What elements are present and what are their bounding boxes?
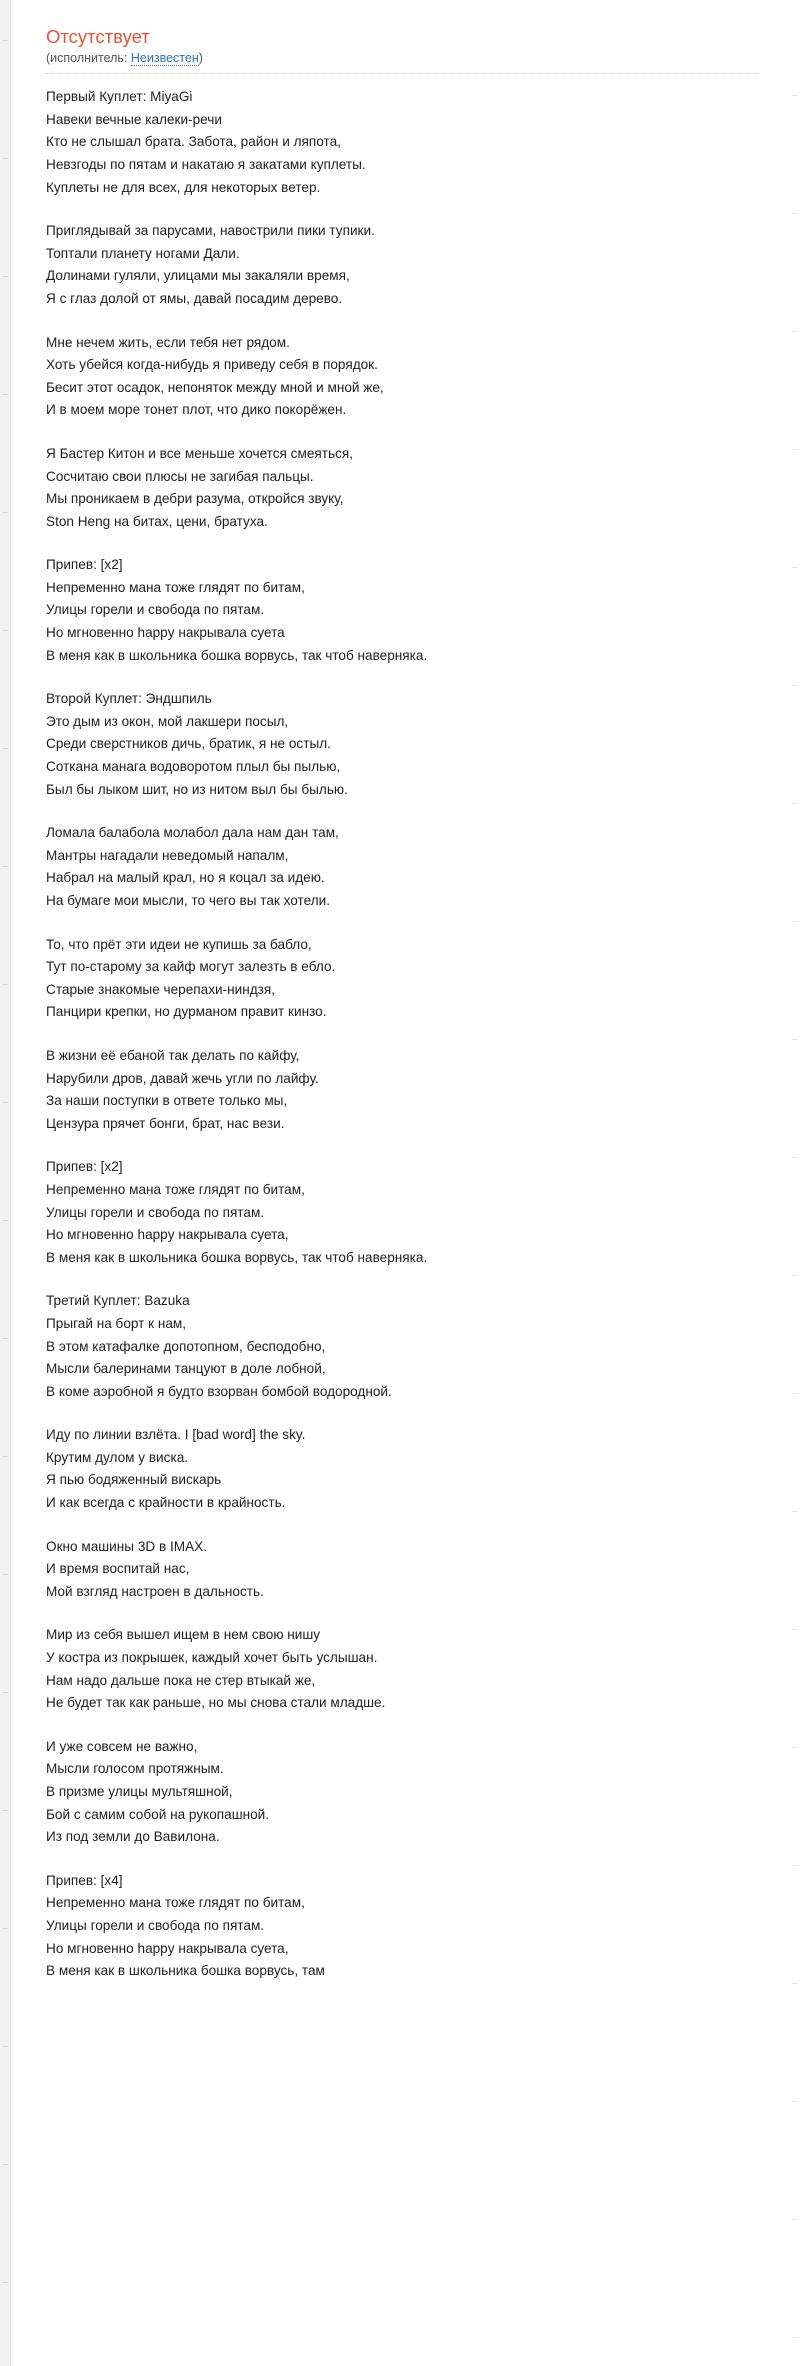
artist-line xyxy=(46,51,760,65)
lyrics-line: Прыгай на борт к нам, xyxy=(46,1315,187,1331)
rail-tick xyxy=(792,1393,797,1394)
lyrics-line: Бой с самим собой на рукопашной. xyxy=(46,1806,270,1822)
lyrics-line: Мой взгляд настроен в дальность. xyxy=(46,1583,264,1599)
lyrics-line: Я Бастер Китон и все меньше хочется смеяться, xyxy=(46,445,353,461)
lyrics-line: Окно машины 3D в IMAX. xyxy=(46,1538,207,1554)
rail-tick xyxy=(2,1928,8,1929)
lyrics-line: Был бы лыком шит, но из нитом выл бы былью. xyxy=(46,781,348,797)
rail-tick xyxy=(2,984,8,985)
rail-tick xyxy=(792,2101,797,2102)
rail-tick xyxy=(792,1157,797,1158)
rail-tick xyxy=(792,567,797,568)
lyrics-line: На бумаге мои мысли, то чего вы так хотели. xyxy=(46,893,331,908)
lyrics-line: Нарубили дров, давай жечь угли по лайфу. xyxy=(46,1070,319,1086)
lyrics-line: В меня как в школьника бошка ворвусь, там xyxy=(46,1963,325,1979)
rail-tick xyxy=(2,40,8,41)
rail-tick xyxy=(792,685,797,686)
lyrics-stanza xyxy=(46,934,760,1024)
lyrics-line: Приглядывай за парусами, навострили пики тупики. xyxy=(46,223,375,239)
lyrics-line: Старые знакомые черепахи-ниндзя, xyxy=(46,981,276,997)
rail-tick xyxy=(2,276,8,277)
rail-tick xyxy=(2,1102,8,1103)
lyrics-line: Соткана манага водоворотом плыл бы пылью, xyxy=(46,759,341,775)
lyrics-line: Тут по-старому за кайф могут залезть в ебло. xyxy=(46,959,336,975)
lyrics-line: Непременно мана тоже глядят по битам, xyxy=(46,579,305,595)
rail-tick xyxy=(2,2046,8,2047)
lyrics-line: Мне нечем жить, если тебя нет рядом. xyxy=(46,334,290,350)
lyrics-line: Ломала балабола молабол дала нам дан там, xyxy=(46,825,339,841)
rail-tick xyxy=(2,866,8,867)
lyrics-line: Нам надо дальше пока не стер втыкай же, xyxy=(46,1672,316,1688)
lyrics-line: Улицы горели и свобода по пятам. xyxy=(46,602,265,618)
rail-tick xyxy=(2,1456,8,1457)
lyrics-line: И уже совсем не важно, xyxy=(46,1738,198,1754)
lyrics-line: Топтали планету ногами Дали. xyxy=(46,245,240,261)
lyrics-stanza xyxy=(46,1736,760,1849)
rail-tick xyxy=(2,1220,8,1221)
lyrics-line: Навеки вечные калеки-речи xyxy=(46,111,222,127)
lyrics-line: За наши поступки в ответе только мы, xyxy=(46,1093,288,1109)
lyrics-line: Мы проникаем в дебри разума, откройся звуку, xyxy=(46,491,344,507)
header-divider xyxy=(46,73,760,74)
lyrics-line: И время воспитай нас, xyxy=(46,1561,190,1577)
page-title: Отсутствует xyxy=(46,26,150,47)
rail-tick xyxy=(792,1747,797,1748)
lyrics-stanza xyxy=(46,1290,760,1403)
lyrics-stanza xyxy=(46,554,760,667)
rail-tick xyxy=(792,1629,797,1630)
lyrics-stanza xyxy=(46,1045,760,1135)
lyrics-stanza xyxy=(46,1156,760,1269)
lyrics-stanza xyxy=(46,1424,760,1514)
rail-tick xyxy=(2,394,8,395)
lyrics-line: Хоть убейся когда-нибудь я приведу себя в порядок. xyxy=(46,357,378,373)
lyrics-stanza xyxy=(46,86,760,199)
lyrics-line: Из под земли до Вавилона. xyxy=(46,1829,220,1845)
lyrics-line: В этом катафалке допотопном, бесподобно, xyxy=(46,1338,326,1354)
lyrics-line: В меня как в школьника бошка ворвусь, так чтоб наверняка. xyxy=(46,647,428,663)
lyrics-line: Второй Куплет: Эндшпиль xyxy=(46,691,212,707)
lyrics-stanza xyxy=(46,1536,760,1604)
rail-tick xyxy=(2,1692,8,1693)
rail-tick xyxy=(792,213,797,214)
lyrics-stanza xyxy=(46,332,760,422)
lyrics-line: И в моем море тонет плот, что дико покорёжен. xyxy=(46,402,347,418)
lyrics-stanza xyxy=(46,1624,760,1714)
lyrics-line: Невзгоды по пятам и накатаю я закатами куплеты. xyxy=(46,156,366,172)
lyrics-line: Но мгновенно happy накрывала суета, xyxy=(46,1940,289,1956)
lyrics-stanza xyxy=(46,443,760,533)
lyrics-line: Но мгновенно happy накрывала суета xyxy=(46,625,285,641)
rail-tick xyxy=(2,2282,8,2283)
lyrics-line: Набрал на малый крал, но я коцал за идею. xyxy=(46,870,325,886)
rail-tick xyxy=(792,1511,797,1512)
lyrics-line: Цензура прячет бонги, брат, нас вези. xyxy=(46,1115,285,1131)
lyrics-line: Бесит этот осадок, непоняток между мной и мной же, xyxy=(46,379,384,395)
lyrics-line: То, что прёт эти идеи не купишь за бабло, xyxy=(46,936,312,952)
rail-tick xyxy=(792,1275,797,1276)
lyrics-line: Мысли голосом протяжным. xyxy=(46,1761,224,1777)
rail-tick xyxy=(792,95,797,96)
rail-tick xyxy=(792,921,797,922)
lyrics-line: Непременно мана тоже глядят по битам, xyxy=(46,1181,305,1197)
lyrics-line: В коме аэробной я будто взорван бомбой водородной. xyxy=(46,1383,392,1399)
right-decorative-rail xyxy=(788,0,800,2366)
artist-suffix-label: ) xyxy=(198,51,203,66)
lyrics-line: Припев: [x2] xyxy=(46,1159,123,1175)
rail-tick xyxy=(2,512,8,513)
lyrics-line: Мантры нагадали неведомый напалм, xyxy=(46,847,289,863)
rail-tick xyxy=(792,1983,797,1984)
lyrics-line: Третий Куплет: Bazuka xyxy=(46,1293,190,1309)
rail-tick xyxy=(2,2164,8,2165)
rail-tick xyxy=(792,1865,797,1866)
lyrics-line: Припев: [x4] xyxy=(46,1872,123,1888)
rail-tick xyxy=(2,1810,8,1811)
lyrics-line: В призме улицы мультяшной, xyxy=(46,1784,233,1799)
lyrics-line: Но мгновенно happy накрывала суета, xyxy=(46,1227,289,1243)
lyrics-line: Непременно мана тоже глядят по битам, xyxy=(46,1895,305,1911)
lyrics-line: Улицы горели и свобода по пятам. xyxy=(46,1204,265,1220)
rail-tick xyxy=(792,449,797,450)
lyrics-line: Припев: [x2] xyxy=(46,557,123,573)
lyrics-line: В меня как в школьника бошка ворвусь, так чтоб наверняка. xyxy=(46,1249,428,1265)
rail-tick xyxy=(2,1338,8,1339)
lyrics-line: У костра из покрышек, каждый хочет быть услышан. xyxy=(46,1650,378,1666)
rail-tick xyxy=(2,158,8,159)
lyrics-line: Не будет так как раньше, но мы снова стали младше. xyxy=(46,1695,386,1711)
lyrics-stanza xyxy=(46,688,760,801)
lyrics-line: В жизни её ебаной так делать по кайфу, xyxy=(46,1047,300,1063)
artist-prefix-label: (исполнитель: xyxy=(46,51,131,66)
lyrics-stanza xyxy=(46,822,760,912)
lyrics-line: Панцири крепки, но дурманом правит кинзо. xyxy=(46,1004,327,1020)
lyrics-stanza xyxy=(46,1870,760,1983)
rail-tick xyxy=(2,748,8,749)
lyrics-line: Улицы горели и свобода по пятам. xyxy=(46,1917,265,1933)
lyrics-line: Я с глаз долой от ямы, давай посадим дерево. xyxy=(46,290,343,306)
lyrics-line: Это дым из окон, мой лакшери посыл, xyxy=(46,713,289,729)
lyrics-line: Мир из себя вышел ищем в нем свою нишу xyxy=(46,1627,321,1643)
lyrics-line: Иду по линии взлёта. I [bad word] the sky. xyxy=(46,1427,306,1443)
rail-tick xyxy=(2,1574,8,1575)
lyrics-line: Я пью бодяженный вискарь xyxy=(46,1472,222,1488)
lyrics-line: Сосчитаю свои плюсы не загибая пальцы. xyxy=(46,468,314,484)
lyrics-line: И как всегда с крайности в крайность. xyxy=(46,1495,286,1511)
rail-tick xyxy=(792,803,797,804)
rail-tick xyxy=(2,630,8,631)
lyrics-line: Среди сверстников дичь, братик, я не остыл. xyxy=(46,736,331,752)
rail-tick xyxy=(792,1039,797,1040)
lyrics-body xyxy=(46,86,760,1983)
lyrics-line: Долинами гуляли, улицами мы закаляли время, xyxy=(46,268,350,284)
left-decorative-rail xyxy=(0,0,11,2366)
rail-tick xyxy=(792,2337,797,2338)
lyrics-line: Ston Heng на битах, цени, братуха. xyxy=(46,513,268,529)
lyrics-line: Кто не слышал брата. Забота, район и ляпота, xyxy=(46,134,341,150)
lyrics-line: Крутим дулом у виска. xyxy=(46,1449,189,1465)
lyrics-line: Первый Куплет: MiyaGi xyxy=(46,89,193,105)
lyrics-stanza xyxy=(46,220,760,310)
lyrics-line: Куплеты не для всех, для некоторых ветер. xyxy=(46,179,321,195)
artist-link[interactable]: Неизвестен xyxy=(130,51,199,66)
lyrics-line: Мысли балеринами танцуют в доле лобной, xyxy=(46,1361,326,1377)
rail-tick xyxy=(792,331,797,332)
rail-tick xyxy=(792,2219,797,2220)
